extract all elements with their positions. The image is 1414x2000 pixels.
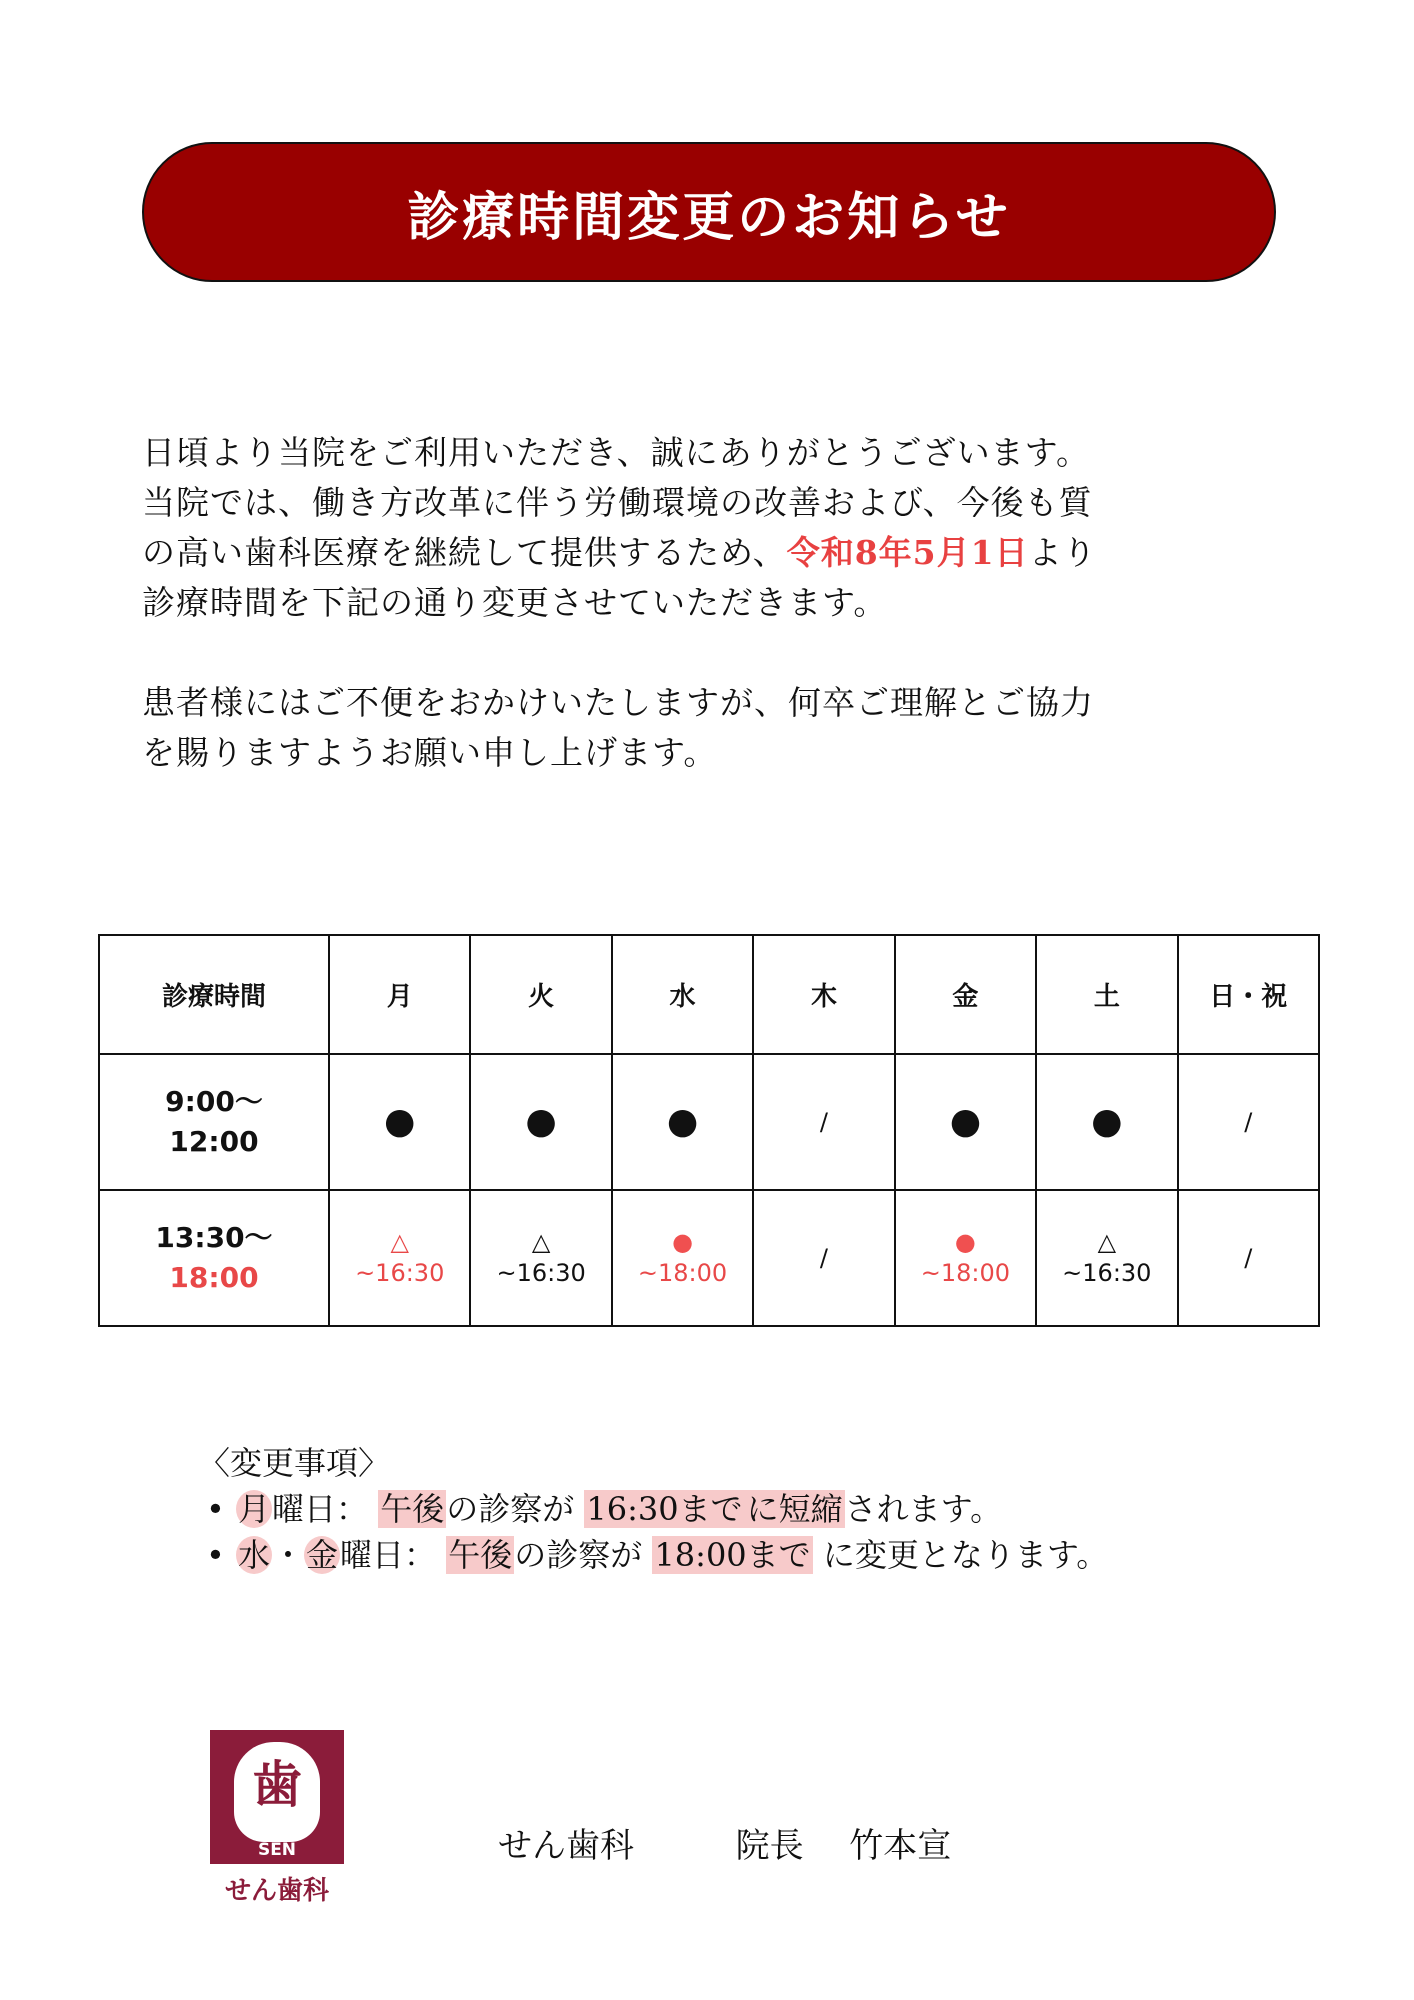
- logo-sen: SEN: [257, 1840, 297, 1860]
- director-name: 竹本宣: [849, 1826, 952, 1866]
- time-highlight: 18:00まで: [654, 1536, 811, 1574]
- table-row-morning: [99, 1054, 1319, 1190]
- open-dot: ●: [666, 1101, 699, 1142]
- cell-time: ~16:30: [355, 1259, 445, 1287]
- header-wed: 水: [612, 935, 753, 1054]
- changes-section: [198, 1440, 1108, 1578]
- intro-fragment: より: [1028, 533, 1097, 572]
- time-start: 9:00〜: [165, 1085, 263, 1118]
- day-suffix: 曜日：: [272, 1490, 369, 1528]
- morning-fri: [895, 1054, 1036, 1190]
- cell-time: ~18:00: [920, 1259, 1011, 1287]
- morning-time-label: [99, 1054, 329, 1190]
- bullet: •: [206, 1536, 225, 1574]
- day-suffix: 曜日：: [340, 1536, 437, 1574]
- morning-sat: [1036, 1054, 1177, 1190]
- separator: ・: [272, 1536, 305, 1574]
- header-thu: 木: [753, 935, 894, 1054]
- header-tue: 火: [470, 935, 611, 1054]
- open-dot: ●: [954, 1228, 976, 1256]
- header-fri: 金: [895, 935, 1036, 1054]
- time-end: 18:00: [169, 1261, 259, 1294]
- morning-thu: [753, 1054, 894, 1190]
- open-dot: ●: [949, 1101, 982, 1142]
- change-text: に変更となります。: [822, 1536, 1109, 1574]
- afternoon-fri: [895, 1190, 1036, 1326]
- intro-line: 当院では、働き方改革に伴う労働環境の改善および、今後も質: [142, 483, 1093, 522]
- cell-time: ~18:00: [637, 1259, 728, 1287]
- afternoon-thu: [753, 1190, 894, 1326]
- day-mon: 月: [238, 1490, 271, 1528]
- cell-time: ~16:30: [1062, 1259, 1152, 1287]
- day-fri: 金: [306, 1536, 339, 1574]
- effective-date: 令和8年5月1日: [786, 533, 1029, 572]
- intro-text: [142, 428, 1292, 778]
- day-wed: 水: [238, 1536, 271, 1574]
- pm-highlight: 午後: [380, 1490, 445, 1528]
- intro-fragment: の高い歯科医療を継続して提供するため、: [142, 533, 787, 572]
- intro-line: [142, 528, 1292, 578]
- intro-line: 日頃より当院をご利用いただき、誠にありがとうございます。: [142, 433, 1091, 472]
- change-item: [206, 1486, 1108, 1532]
- triangle-icon: △: [531, 1228, 551, 1256]
- logo-caption: せん歯科: [224, 1876, 329, 1906]
- intro-line: を賜りますようお願い申し上げます。: [142, 733, 718, 772]
- triangle-icon: △: [390, 1228, 409, 1256]
- morning-sun: [1178, 1054, 1319, 1190]
- open-dot: ●: [1091, 1101, 1123, 1142]
- header-mon: 月: [329, 935, 470, 1054]
- table-header-row: [99, 935, 1319, 1054]
- header-hours: 診療時間: [99, 935, 329, 1054]
- change-text: の診察が: [446, 1490, 575, 1528]
- clinic-logo: [210, 1730, 344, 1908]
- page-title: 診療時間変更のお知らせ: [407, 187, 1011, 248]
- title-banner: [142, 142, 1276, 282]
- afternoon-sat: [1036, 1190, 1177, 1326]
- time-highlight: 16:30まで: [586, 1490, 743, 1528]
- logo-char: 歯: [252, 1756, 302, 1814]
- logo-box: [210, 1730, 344, 1864]
- intro-line: 診療時間を下記の通り変更させていただきます。: [142, 583, 888, 622]
- time-start: 13:30〜: [155, 1221, 273, 1254]
- pm-highlight: 午後: [448, 1536, 513, 1574]
- header-sun-holiday: 日・祝: [1178, 935, 1319, 1054]
- changes-heading: 〈変更事項〉: [198, 1444, 391, 1482]
- afternoon-time-label: [99, 1190, 329, 1326]
- closed-slash: /: [1244, 1108, 1253, 1136]
- change-item: [206, 1532, 1108, 1578]
- closed-slash: /: [819, 1108, 829, 1136]
- table-row-afternoon: [99, 1190, 1319, 1326]
- tooth-icon: [234, 1742, 320, 1842]
- clinic-name: せん歯科: [498, 1826, 634, 1866]
- bullet: •: [206, 1490, 225, 1528]
- hours-table: [98, 934, 1320, 1327]
- signature: [498, 1818, 951, 1867]
- morning-wed: [612, 1054, 753, 1190]
- intro-line: 患者様にはご不便をおかけいたしますが、何卒ご理解とご協力: [142, 683, 1094, 722]
- afternoon-mon: [329, 1190, 470, 1326]
- open-dot: ●: [384, 1101, 416, 1142]
- closed-slash: /: [819, 1244, 829, 1272]
- header-sat: 土: [1036, 935, 1177, 1054]
- afternoon-sun: [1178, 1190, 1319, 1326]
- change-text: されます。: [844, 1490, 1003, 1528]
- triangle-icon: △: [1097, 1228, 1117, 1256]
- change-text: の診察が: [514, 1536, 643, 1574]
- open-dot: ●: [525, 1101, 557, 1142]
- cell-time: ~16:30: [496, 1259, 586, 1287]
- morning-mon: [329, 1054, 470, 1190]
- afternoon-wed: [612, 1190, 753, 1326]
- closed-slash: /: [1244, 1244, 1253, 1272]
- shorten-highlight: に短縮: [746, 1490, 843, 1528]
- director-role: 院長: [735, 1826, 804, 1866]
- time-end: 12:00: [169, 1125, 259, 1158]
- morning-tue: [470, 1054, 611, 1190]
- open-dot: ●: [672, 1228, 694, 1256]
- afternoon-tue: [470, 1190, 611, 1326]
